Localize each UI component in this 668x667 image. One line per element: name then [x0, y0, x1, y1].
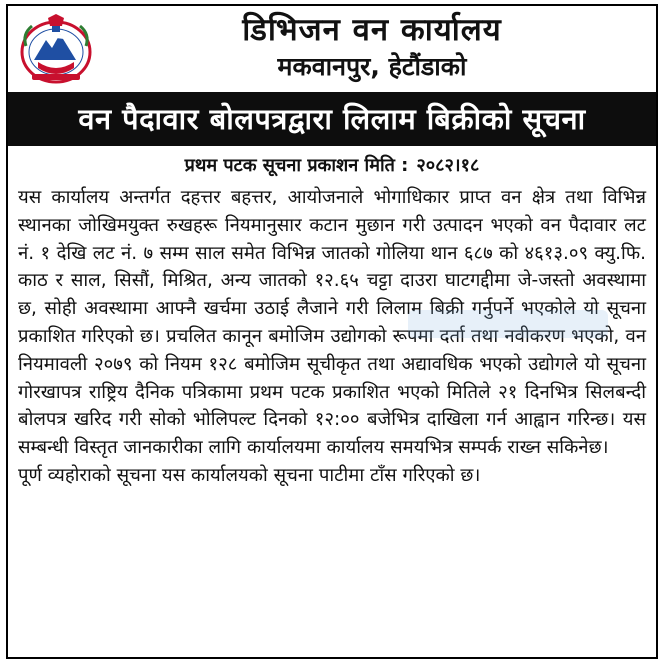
- publication-date-label: प्रथम पटक सूचना प्रकाशन मिति :: [184, 155, 409, 176]
- faint-watermark-icon: [408, 304, 608, 344]
- publication-date-line: [8, 150, 656, 182]
- notice-header: [8, 6, 656, 92]
- notice-frame: [6, 4, 658, 659]
- notice-paragraph-main: यस कार्यालय अन्तर्गत दहत्तर बहत्तर, आयोजनाले भोगाधिकार प्राप्त वन क्षेत्र तथा विभिन्न स्थानका जोखिमयुक्त रुखहरू नियमानुसार कटान मुछान गरी उत्पादन भएको वन पैदावार लट नं. १ देखि लट नं. ७ सम्म साल समेत विभिन्न जातको गोलिया थान ६८७ को ४६१३.०९ क्यु.फि. काठ र साल, सिसौं, मिश्रित, अन्य जातको १२.६५ चट्टा दाउरा घाटगद्दीमा जे-जस्तो अवस्थामा छ, सोही अवस्थामा आफ्नै खर्चमा उठाई लैजाने गरी लिलाम बिक्री गर्नुपर्ने भएकोले यो सूचना प्रकाशित गरिएको छ। प्रचलित कानून बमोजिम उद्योगको रूपमा दर्ता तथा नवीकरण भएको, वन नियमावली २०७९ को नियम १२८ बमोजिम सूचीकृत तथा अद्यावधिक भएको उद्योगले यो सूचना गोरखापत्र राष्ट्रिय दैनिक पत्रिकामा प्रथम पटक प्रकाशित भएको मितिले २१ दिनभित्र सिलबन्दी बोलपत्र खरिद गरी सोको भोलिपल्ट दिनको १२:०० बजेभित्र दाखिला गर्न आह्वान गरिन्छ। यस सम्बन्धी विस्तृत जानकारीका लागि कार्यालयमा कार्यालय समयभित्र सम्पर्क राख्न सकिनेछ।: [18, 187, 646, 459]
- notice-paragraph-footer: पूर्ण व्यहोराको सूचना यस कार्यालयको सूचना पाटीमा टाँस गरिएको छ।: [18, 464, 481, 486]
- nepal-government-emblem-icon: [18, 12, 94, 84]
- notice-title: वन पैदावार बोलपत्रद्वारा लिलाम बिक्रीको सूचना: [78, 102, 586, 136]
- notice-title-bar: [8, 92, 656, 146]
- publication-date-value: २०८२।१८: [416, 155, 480, 176]
- office-location: मकवानपुर, हेटौंडाको: [277, 52, 467, 81]
- office-name: डिभिजन वन कार्यालय: [242, 12, 502, 48]
